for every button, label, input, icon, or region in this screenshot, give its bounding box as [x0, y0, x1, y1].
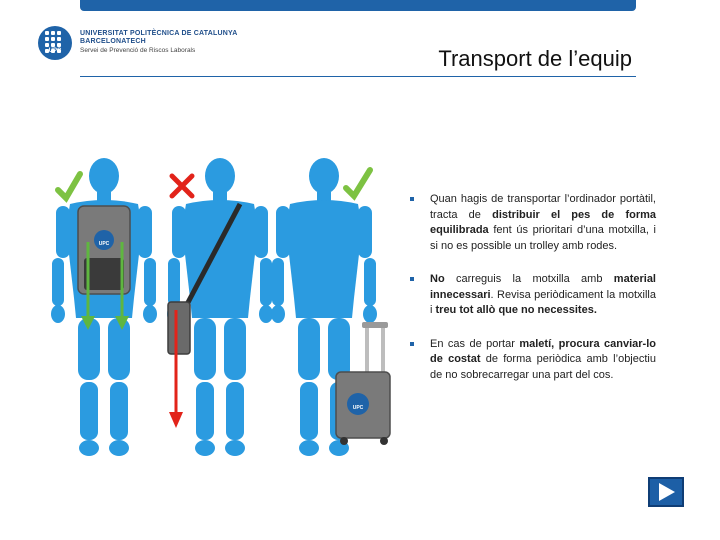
bullet-marker-icon	[410, 342, 414, 346]
bullet-text	[430, 273, 656, 316]
bullet-emphasis: treu tot allò que no necessites.	[435, 304, 597, 316]
bullet-segment: carreguis la motxilla amb	[444, 273, 614, 285]
wheel-left	[340, 437, 348, 445]
shoulder-bag	[168, 302, 190, 354]
trolley-handle-left	[365, 326, 369, 374]
upc-badge-icon	[94, 230, 114, 250]
figure-trolley	[271, 158, 390, 456]
title-divider	[80, 76, 636, 77]
bullet-item	[410, 192, 656, 254]
backpack-pocket	[84, 258, 124, 290]
upc-badge-icon-trolley	[347, 393, 369, 415]
bullet-segment: Quan hagis de transportar l’ordinador portàtil, tracta de	[430, 193, 656, 221]
posture-illustration	[44, 150, 394, 460]
check-icon-right	[346, 170, 370, 196]
trolley-handle-bar	[362, 322, 388, 328]
bullet-list	[410, 192, 656, 401]
bullet-emphasis: No	[430, 273, 445, 285]
top-bar	[80, 0, 636, 11]
bullet-emphasis: maletí, procura canviar-lo de costat	[430, 337, 656, 365]
bullet-text	[430, 338, 656, 381]
upc-badge-text-trolley: UPC	[352, 405, 364, 411]
bullet-marker-icon	[410, 277, 414, 281]
bullet-emphasis: distribuir el pes de forma equilibrada	[430, 208, 657, 236]
org-line-1: UNIVERSITAT POLITÈCNICA DE CATALUNYA	[80, 30, 238, 37]
bullet-segment: fent ús prioritari d’una motxilla, i si no es possible un trolley amb rodes.	[430, 224, 656, 252]
upc-badge-text: UPC	[98, 241, 110, 247]
bullet-marker-icon	[410, 197, 414, 201]
org-line-2: BARCELONATECH	[80, 38, 146, 45]
organization-name	[80, 30, 237, 55]
bullet-segment: . Revisa periòdicament la motxilla i	[430, 288, 656, 316]
upc-logo	[38, 26, 72, 60]
trolley-handle-right	[381, 326, 385, 374]
wheel-right	[380, 437, 388, 445]
logo-text: UPC	[48, 48, 62, 54]
check-icon	[58, 174, 80, 198]
bullet-segment: En cas de portar	[430, 337, 520, 350]
cross-icon	[172, 176, 192, 196]
bullet-item	[410, 272, 656, 319]
slide-title: Transport de l’equip	[438, 46, 632, 71]
org-line-3: Servei de Prevenció de Riscos Laborals	[80, 47, 196, 54]
arrow-head-red	[169, 412, 183, 428]
play-next-icon	[650, 479, 682, 505]
bullet-text	[430, 193, 656, 252]
figure-backpack	[51, 158, 157, 456]
bullet-emphasis: material innecessari	[430, 273, 656, 301]
next-slide-button[interactable]	[648, 477, 684, 507]
bullet-item	[410, 337, 656, 384]
bullet-segment: de forma periòdica amb l’objectiu de no sobrecarregar una part del cos.	[430, 353, 656, 381]
figure-shoulder-bag	[167, 158, 273, 456]
